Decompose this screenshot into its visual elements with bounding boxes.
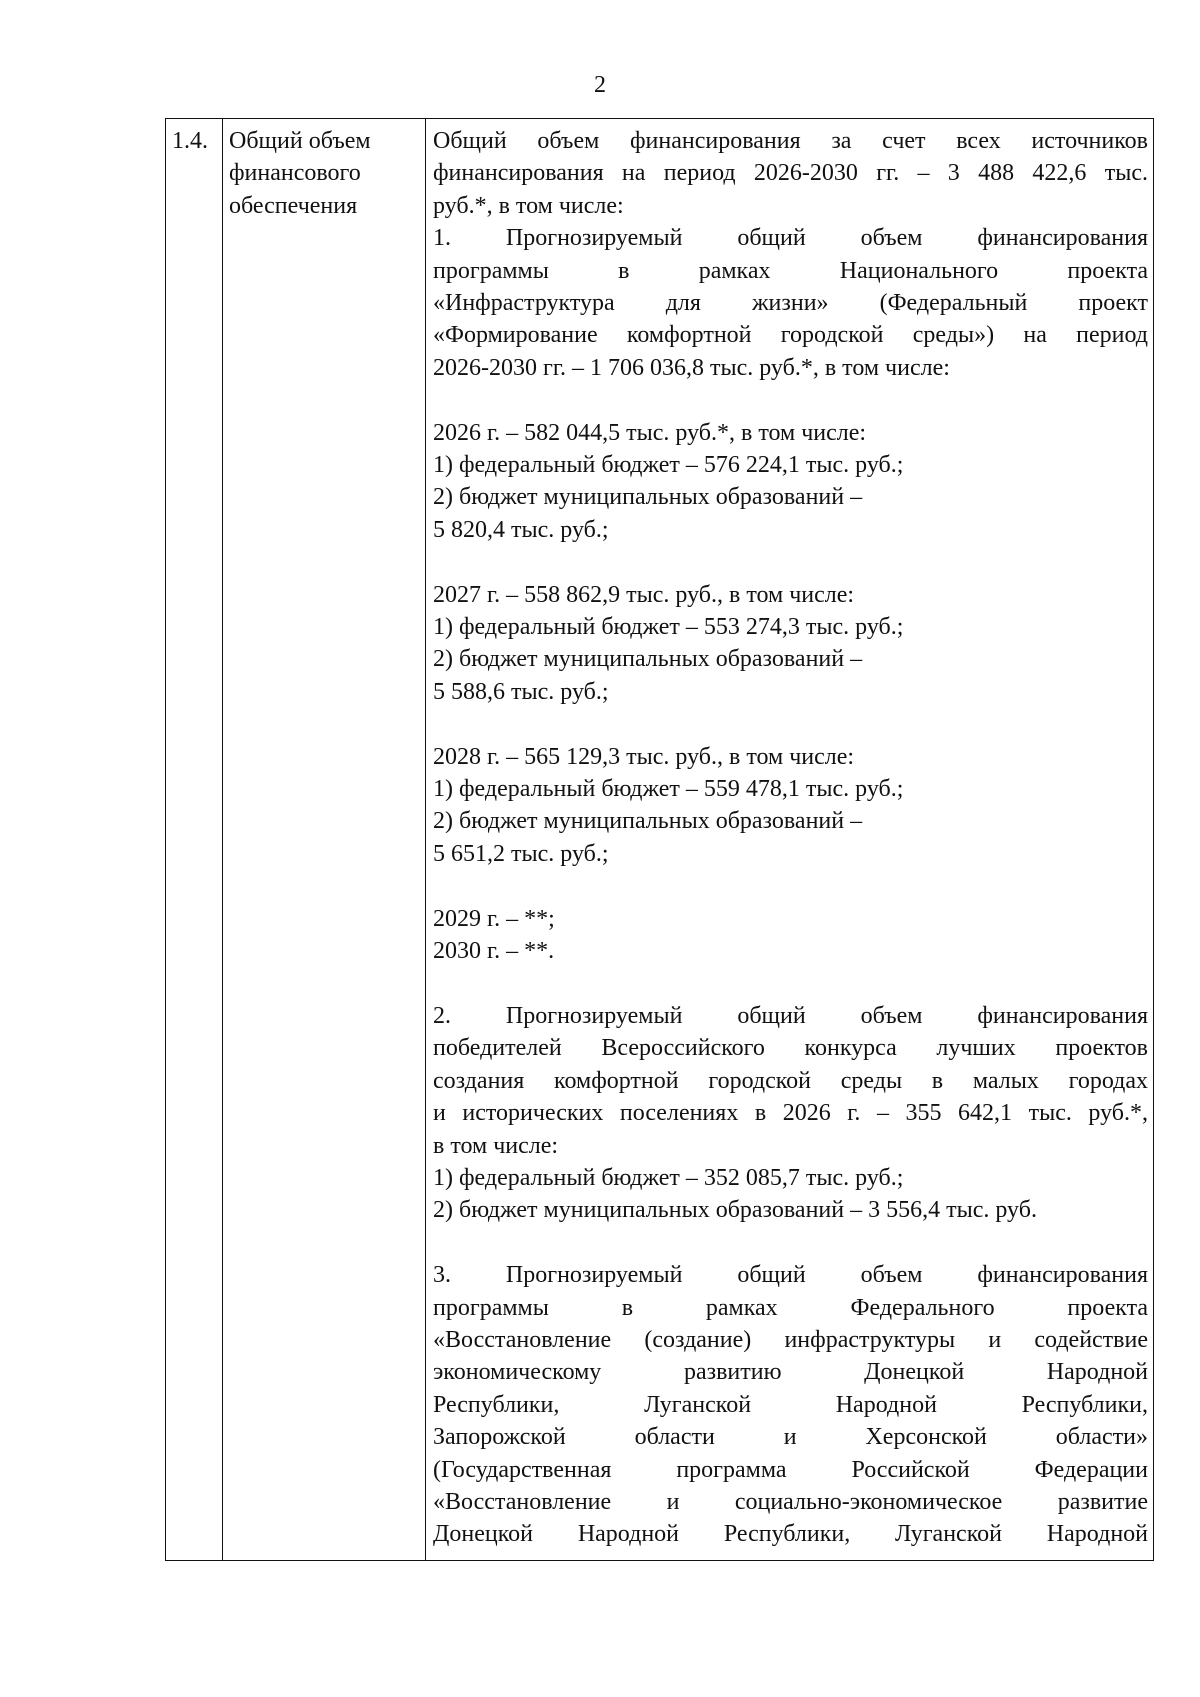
section3-line: Донецкой Народной Республики, Луганской Народной (433, 1521, 1148, 1548)
section2-line: 2) бюджет муниципальных образований – 3 556,4 тыс. руб. (433, 1197, 1037, 1224)
year-2026-line: 5 820,4 тыс. руб.; (433, 516, 609, 543)
financing-text (426, 119, 1153, 1551)
section1-line: 2026-2030 гг. – 1 706 036,8 тыс. руб.*, в том числе: (433, 354, 950, 381)
section1-line: «Инфраструктура для жизни» (Федеральный проект (433, 290, 1148, 317)
section3-line: (Государственная программа Российской Федерации (433, 1456, 1148, 1483)
section2-line: 2. Прогнозируемый общий объем финансирования (433, 1002, 1148, 1029)
year-2029-line: 2029 г. – **; (433, 905, 555, 932)
row-number-cell (166, 119, 223, 1561)
year-2027-line: 5 588,6 тыс. руб.; (433, 678, 609, 705)
year-2026-line: 2) бюджет муниципальных образований – (433, 484, 863, 511)
year-2028-line: 2) бюджет муниципальных образований – (433, 808, 863, 835)
intro-line: финансирования на период 2026-2030 гг. – 3 488 422,6 тыс. (433, 160, 1148, 187)
section3-line: Запорожской области и Херсонской области» (433, 1424, 1148, 1451)
section1-line: «Формирование комфортной городской среды») на период (433, 322, 1148, 349)
intro-line: руб.*, в том числе: (433, 192, 624, 219)
year-2027-line: 1) федеральный бюджет – 553 274,3 тыс. руб.; (433, 614, 904, 641)
row-title-line: финансового (229, 160, 361, 187)
section3-line: «Восстановление (создание) инфраструктуры и содействие (433, 1326, 1148, 1353)
year-2026-line: 2026 г. – 582 044,5 тыс. руб.*, в том числе: (433, 419, 867, 446)
year-2030-line: 2030 г. – **. (433, 938, 555, 965)
row-number: 1.4. (172, 128, 208, 154)
program-passport-table (165, 118, 1154, 1561)
section2-line: и исторических поселениях в 2026 г. – 355 642,1 тыс. руб.*, (433, 1100, 1148, 1127)
section2-line: в том числе: (433, 1132, 559, 1159)
section2-line: победителей Всероссийского конкурса лучших проектов (433, 1035, 1148, 1062)
section2-line: создания комфортной городской среды в малых городах (433, 1067, 1148, 1094)
row-content-cell (426, 119, 1154, 1561)
year-2028-line: 5 651,2 тыс. руб.; (433, 840, 609, 867)
intro-line: Общий объем финансирования за счет всех источников (433, 128, 1148, 154)
year-2027-line: 2027 г. – 558 862,9 тыс. руб., в том числе: (433, 581, 855, 608)
section3-line: «Восстановление и социально-экономическое развитие (433, 1488, 1148, 1515)
row-title-cell (223, 119, 426, 1561)
year-2028-line: 1) федеральный бюджет – 559 478,1 тыс. руб.; (433, 776, 904, 803)
section2-line: 1) федеральный бюджет – 352 085,7 тыс. руб.; (433, 1164, 904, 1191)
section3-line: программы в рамках Федерального проекта (433, 1294, 1148, 1321)
page-number: 2 (594, 72, 606, 98)
year-2027-line: 2) бюджет муниципальных образований – (433, 646, 863, 673)
section3-line: экономическому развитию Донецкой Народной (433, 1359, 1148, 1386)
section3-line: 3. Прогнозируемый общий объем финансирования (433, 1262, 1148, 1289)
table-row (166, 119, 1154, 1561)
section1-line: программы в рамках Национального проекта (433, 257, 1148, 284)
year-2026-line: 1) федеральный бюджет – 576 224,1 тыс. руб.; (433, 452, 904, 479)
year-2028-line: 2028 г. – 565 129,3 тыс. руб., в том числе: (433, 743, 855, 770)
section3-line: Республики, Луганской Народной Республики, (433, 1391, 1148, 1418)
section1-line: 1. Прогнозируемый общий объем финансирования (433, 225, 1148, 252)
row-title-line: обеспечения (229, 192, 358, 219)
row-title-line: Общий объем (229, 128, 371, 154)
